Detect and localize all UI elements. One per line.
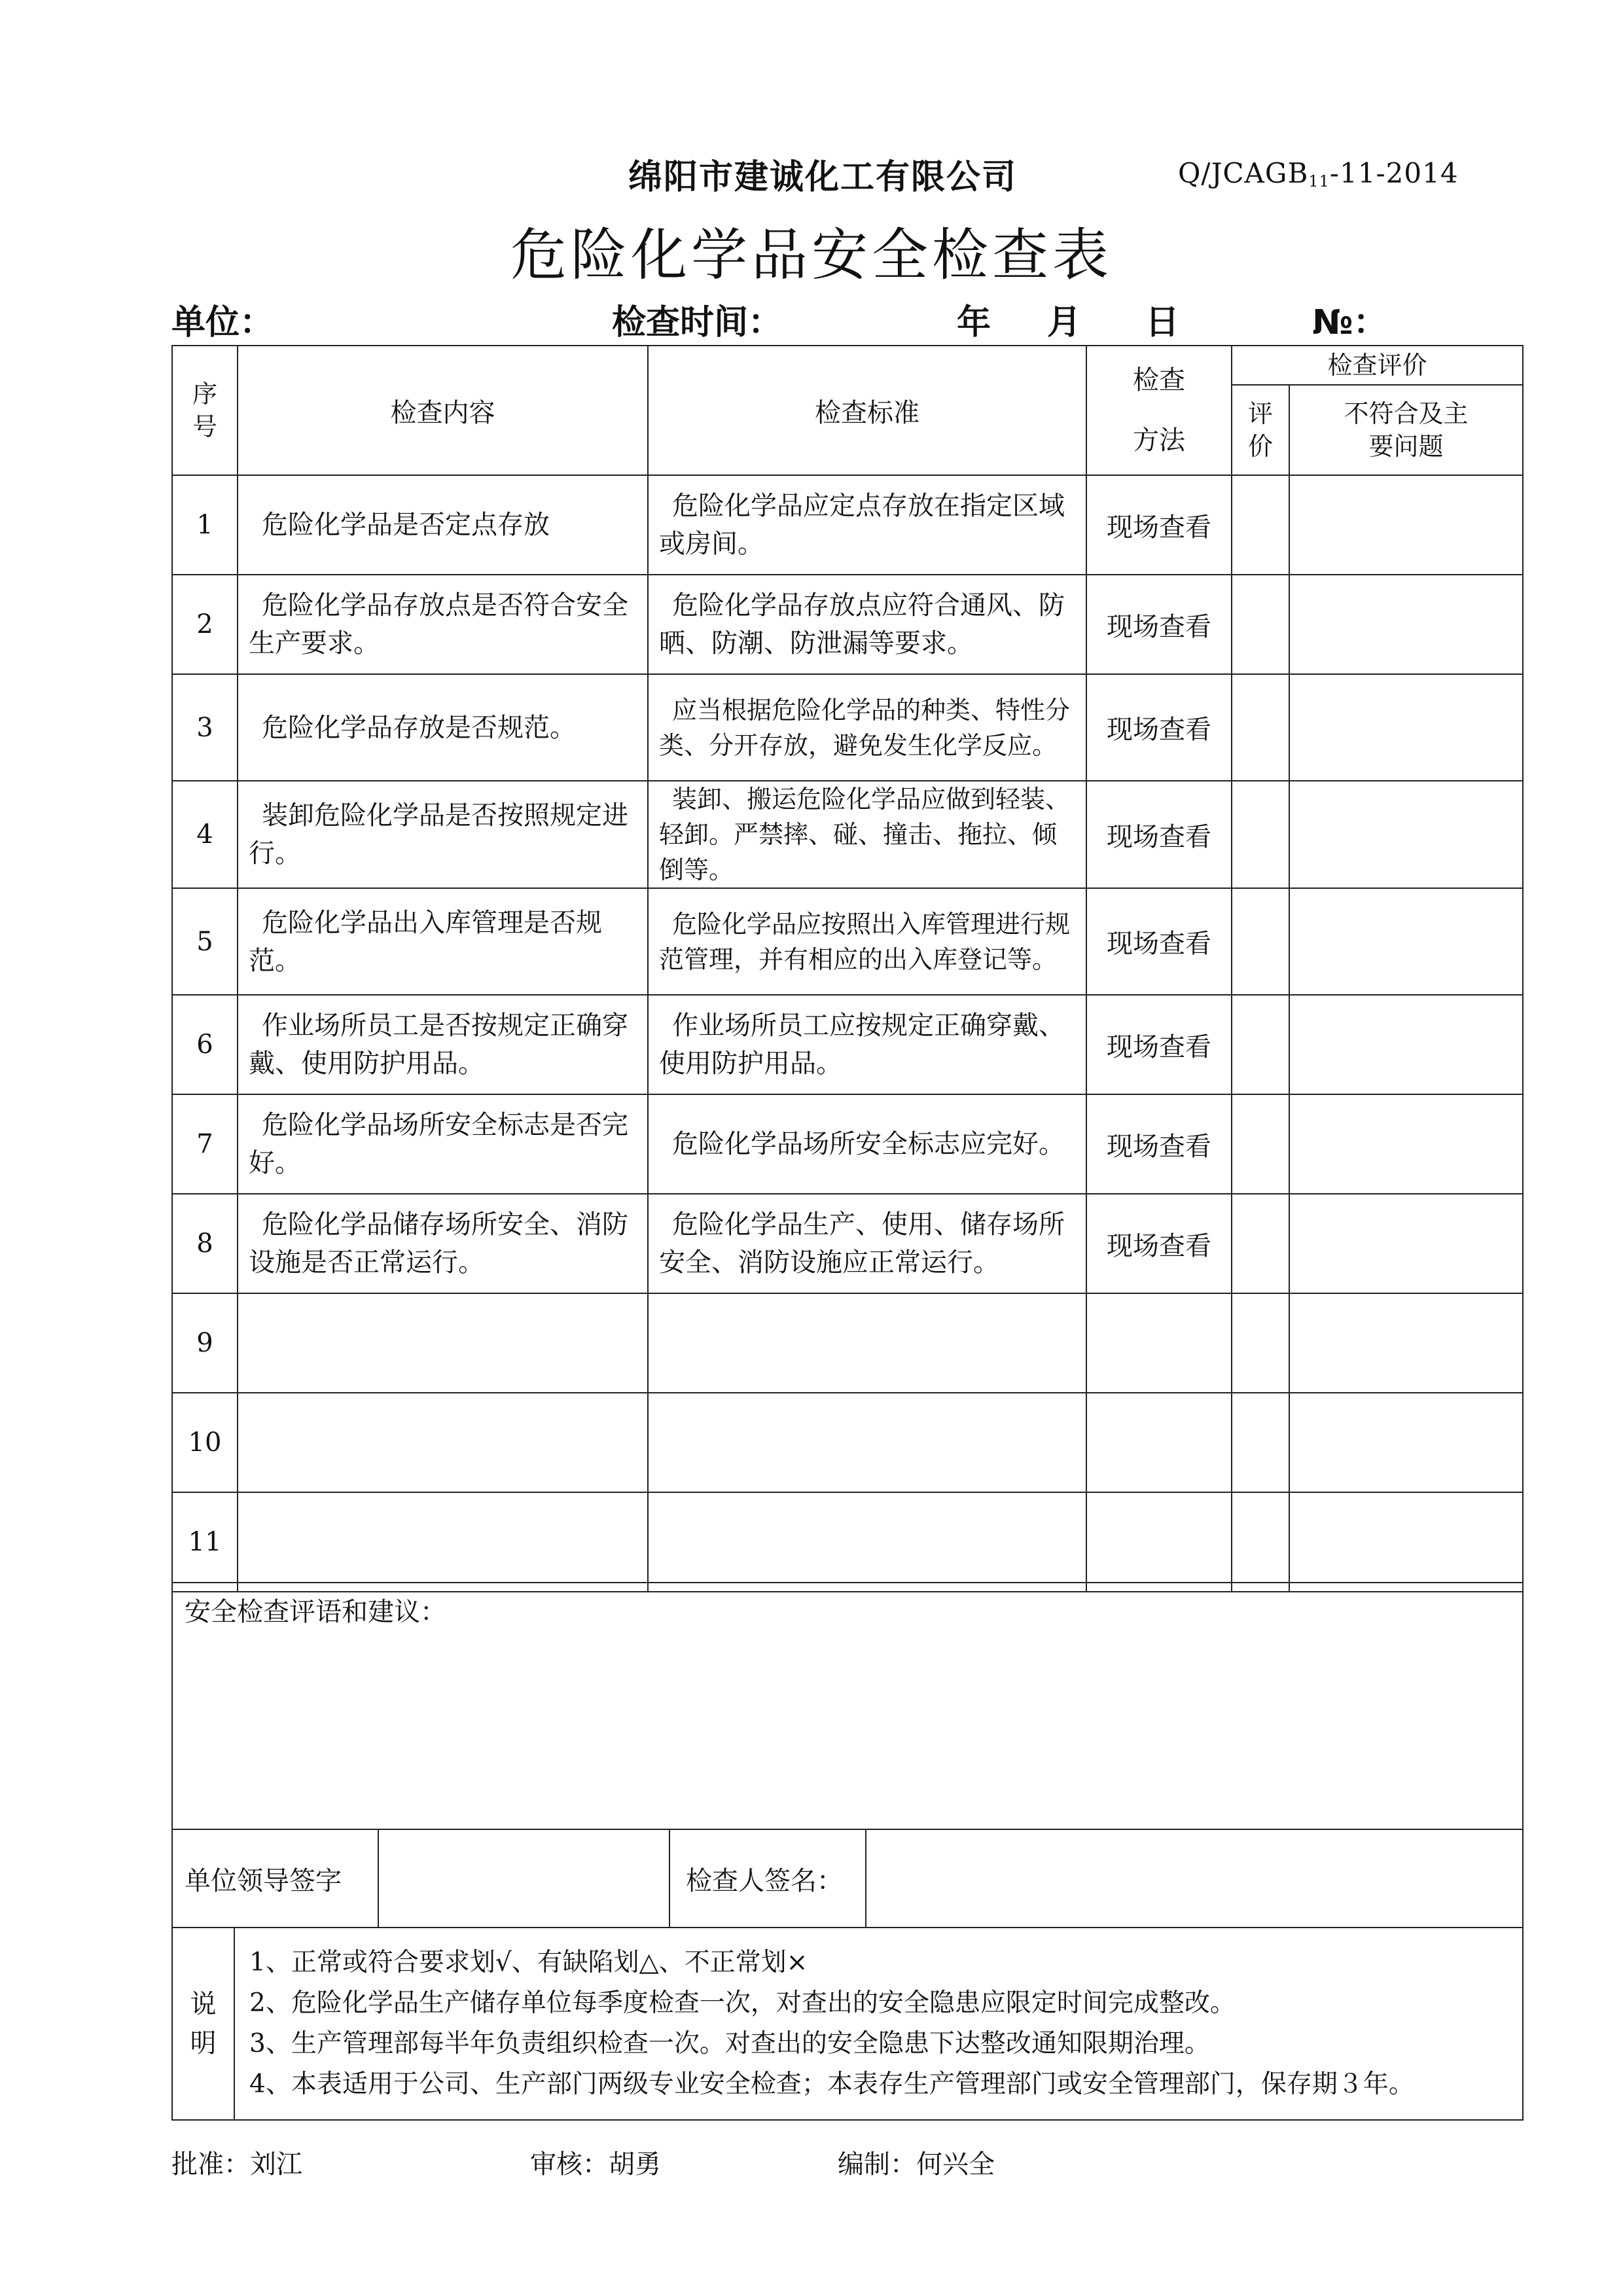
seq-header xyxy=(172,346,238,475)
row-standard[interactable] xyxy=(648,1492,1086,1592)
code-suffix: -11-2014 xyxy=(1329,157,1459,189)
row-number: 1 xyxy=(172,475,238,575)
row-method: 现场查看 xyxy=(1086,781,1232,888)
row-standard[interactable] xyxy=(648,1293,1086,1393)
row-rating-cell[interactable] xyxy=(1232,1492,1289,1592)
row-standard: 作业场所员工应按规定正确穿戴、使用防护用品。 xyxy=(648,995,1086,1094)
row-rating-cell[interactable] xyxy=(1232,1094,1289,1194)
company-name: 绵阳市建诚化工有限公司 xyxy=(628,158,1018,197)
row-rating-cell[interactable] xyxy=(1232,1293,1289,1393)
row-standard[interactable] xyxy=(648,1393,1086,1492)
method-header xyxy=(1086,346,1232,475)
table-row xyxy=(172,1094,1523,1194)
row-standard: 危险化学品应按照出入库管理进行规范管理，并有相应的出入库登记等。 xyxy=(648,888,1086,995)
row-content: 危险化学品是否定点存放 xyxy=(238,475,648,575)
row-number: 10 xyxy=(172,1393,238,1492)
row-rating-cell[interactable] xyxy=(1232,1194,1289,1293)
row-content: 装卸危险化学品是否按照规定进行。 xyxy=(238,781,648,888)
row-method: 现场查看 xyxy=(1086,475,1232,575)
row-method: 现场查看 xyxy=(1086,674,1232,781)
seq-header-text: 序号 xyxy=(192,380,217,441)
row-method: 现场查看 xyxy=(1086,1194,1232,1293)
row-issues-cell[interactable] xyxy=(1289,781,1523,888)
inspector-sign-label: 检查人签名： xyxy=(669,1829,866,1928)
content-header: 检查内容 xyxy=(238,346,648,475)
row-rating-cell[interactable] xyxy=(1232,1393,1289,1492)
unit-label: 单位： xyxy=(171,303,274,342)
row-rating-cell[interactable] xyxy=(1232,995,1289,1094)
row-method[interactable] xyxy=(1086,1492,1232,1592)
table-row xyxy=(172,475,1523,575)
row-issues-cell[interactable] xyxy=(1289,1393,1523,1492)
row-content: 作业场所员工是否按规定正确穿戴、使用防护用品。 xyxy=(238,995,648,1094)
row-standard: 应当根据危险化学品的种类、特性分类、分开存放，避免发生化学反应。 xyxy=(648,674,1086,781)
row-number: 9 xyxy=(172,1293,238,1393)
inspector-sign-field[interactable] xyxy=(866,1829,1523,1928)
year-label: 年 xyxy=(957,303,991,342)
row-method: 现场查看 xyxy=(1086,1094,1232,1194)
table-row xyxy=(172,674,1523,781)
evaluation-header: 检查评价 xyxy=(1232,346,1523,385)
standard-header: 检查标准 xyxy=(648,346,1086,475)
row-content: 危险化学品场所安全标志是否完好。 xyxy=(238,1094,648,1194)
method-header-text: 检查方法 xyxy=(1133,365,1185,456)
table-row xyxy=(172,781,1523,888)
comments-label: 安全检查评语和建议： xyxy=(185,1597,446,1627)
row-standard: 危险化学品存放点应符合通风、防晒、防潮、防泄漏等要求。 xyxy=(648,575,1086,674)
notes-list xyxy=(234,1928,1523,2120)
comments-area[interactable] xyxy=(172,1583,1523,1829)
row-rating-cell[interactable] xyxy=(1232,674,1289,781)
note-item: 2、危险化学品生产储存单位每季度检查一次，对查出的安全隐患应限定时间完成整改。 xyxy=(249,1988,1236,2018)
row-content[interactable] xyxy=(238,1393,648,1492)
row-method[interactable] xyxy=(1086,1393,1232,1492)
row-number: 2 xyxy=(172,575,238,674)
inspection-table xyxy=(171,345,1524,1592)
row-method: 现场查看 xyxy=(1086,575,1232,674)
row-rating-cell[interactable] xyxy=(1232,888,1289,995)
row-number: 8 xyxy=(172,1194,238,1293)
table-row xyxy=(172,995,1523,1094)
row-issues-cell[interactable] xyxy=(1289,575,1523,674)
row-issues-cell[interactable] xyxy=(1289,1094,1523,1194)
comments-signature-table xyxy=(171,1582,1524,2121)
row-issues-cell[interactable] xyxy=(1289,1293,1523,1393)
row-content: 危险化学品出入库管理是否规范。 xyxy=(238,888,648,995)
comments-row xyxy=(172,1583,1523,1829)
row-number: 7 xyxy=(172,1094,238,1194)
rating-header xyxy=(1232,385,1289,475)
row-number: 4 xyxy=(172,781,238,888)
table-row xyxy=(172,1492,1523,1592)
row-method: 现场查看 xyxy=(1086,995,1232,1094)
code-prefix: Q/JCAGB xyxy=(1178,157,1309,189)
row-content: 危险化学品存放是否规范。 xyxy=(238,674,648,781)
reviewed-by: 审核：胡勇 xyxy=(530,2149,661,2179)
row-issues-cell[interactable] xyxy=(1289,888,1523,995)
row-number: 6 xyxy=(172,995,238,1094)
month-label: 月 xyxy=(1047,303,1082,342)
row-method: 现场查看 xyxy=(1086,888,1232,995)
row-standard: 装卸、搬运危险化学品应做到轻装、轻卸。严禁摔、碰、撞击、拖拉、倾倒等。 xyxy=(648,781,1086,888)
table-row xyxy=(172,888,1523,995)
row-issues-cell[interactable] xyxy=(1289,475,1523,575)
notes-label: 说明 xyxy=(190,1989,217,2058)
table-row xyxy=(172,1194,1523,1293)
row-issues-cell[interactable] xyxy=(1289,995,1523,1094)
row-issues-cell[interactable] xyxy=(1289,1194,1523,1293)
row-issues-cell[interactable] xyxy=(1289,674,1523,781)
issues-header xyxy=(1289,385,1523,475)
table-row xyxy=(172,1393,1523,1492)
leader-sign-field[interactable] xyxy=(378,1829,669,1928)
row-number: 11 xyxy=(172,1492,238,1592)
row-number: 3 xyxy=(172,674,238,781)
row-method[interactable] xyxy=(1086,1293,1232,1393)
row-content[interactable] xyxy=(238,1293,648,1393)
number-label: №： xyxy=(1312,303,1387,342)
header-row-1 xyxy=(172,346,1523,385)
note-item: 3、生产管理部每半年负责组织检查一次。对查出的安全隐患下达整改通知限期治理。 xyxy=(249,2029,1210,2058)
row-number: 5 xyxy=(172,888,238,995)
issues-header-text: 不符合及主要问题 xyxy=(1344,399,1469,461)
notes-row xyxy=(172,1928,1523,2120)
row-standard: 危险化学品生产、使用、储存场所安全、消防设施应正常运行。 xyxy=(648,1194,1086,1293)
page-title: 危险化学品安全检查表 xyxy=(510,223,1113,288)
leader-sign-label: 单位领导签字 xyxy=(172,1829,378,1928)
note-item: 4、本表适用于公司、生产部门两级专业安全检查；本表存生产管理部门或安全管理部门，保存期３年。 xyxy=(249,2070,1414,2099)
rating-header-text: 评价 xyxy=(1247,399,1273,461)
row-rating-cell[interactable] xyxy=(1232,781,1289,888)
row-content: 危险化学品存放点是否符合安全生产要求。 xyxy=(238,575,648,674)
row-rating-cell[interactable] xyxy=(1232,575,1289,674)
code-subscript: 11 xyxy=(1308,172,1330,190)
table-row xyxy=(172,1293,1523,1393)
row-standard: 危险化学品场所安全标志应完好。 xyxy=(648,1094,1086,1194)
note-item: 1、正常或符合要求划√、有缺陷划△、不正常划× xyxy=(249,1948,808,1977)
signature-row xyxy=(172,1829,1523,1928)
row-content: 危险化学品储存场所安全、消防设施是否正常运行。 xyxy=(238,1194,648,1293)
time-label: 检查时间： xyxy=(612,303,783,342)
approved-by: 批准：刘江 xyxy=(171,2149,302,2179)
row-rating-cell[interactable] xyxy=(1232,475,1289,575)
notes-label-cell xyxy=(172,1928,234,2120)
row-issues-cell[interactable] xyxy=(1289,1492,1523,1592)
day-label: 日 xyxy=(1145,303,1180,342)
prepared-by: 编制：何兴全 xyxy=(838,2149,995,2179)
row-standard: 危险化学品应定点存放在指定区域或房间。 xyxy=(648,475,1086,575)
table-row xyxy=(172,575,1523,674)
document-code xyxy=(1178,157,1459,190)
row-content[interactable] xyxy=(238,1492,648,1592)
